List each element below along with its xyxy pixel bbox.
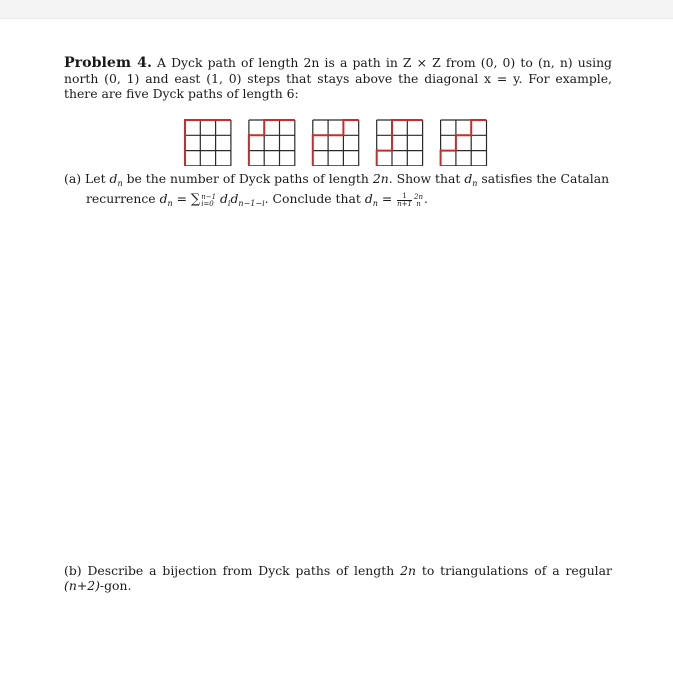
part-a-marker: (a) — [64, 171, 82, 186]
dyck-path — [441, 120, 487, 166]
binomial — [414, 194, 423, 208]
part-b-marker: (b) — [64, 563, 82, 578]
part-b — [64, 563, 612, 593]
math-sub-n: n — [372, 199, 378, 208]
dyck-path — [185, 120, 231, 166]
part-a-text: recurrence — [86, 191, 156, 206]
math-term: $d_id_{n-1-i}$ — [219, 191, 265, 208]
dyck-grid — [377, 120, 423, 166]
part-b-text: -gon. — [99, 578, 132, 593]
math-d: d — [109, 171, 118, 186]
dyck-grid — [185, 120, 231, 166]
problem-statement — [64, 55, 612, 101]
sum-limits — [201, 194, 216, 208]
intro-line-2: (0, 1) and east (1, 0) steps that stays above the diagonal x = y. For example, there are five — [64, 71, 612, 101]
math-sub-n: n — [167, 199, 173, 208]
sum-symbol: ∑ — [190, 192, 201, 207]
dyck-grid — [249, 120, 295, 166]
part-a-text: . Show that — [388, 171, 461, 186]
fraction-denominator: n+1 — [397, 200, 412, 208]
math-2n: 2n — [400, 563, 416, 578]
binomial-bottom: n — [416, 200, 421, 208]
catalan-fraction — [397, 193, 412, 208]
intro-line-1: A Dyck path of length 2n is a path in Z × Z from (0, 0) to (n, n) using north — [64, 55, 612, 86]
part-b-text: Describe a bijection from Dyck paths of length — [87, 563, 395, 578]
part-a — [64, 171, 612, 211]
viewer-top-bar — [0, 0, 673, 19]
dyck-path — [249, 120, 295, 166]
math-polygon: (n+2) — [64, 578, 100, 593]
math-2n: 2n — [372, 171, 389, 186]
part-a-text: satisfies the Catalan — [481, 171, 610, 186]
math-d: d — [159, 191, 168, 206]
part-a-text: be the number of Dyck paths of length — [126, 171, 369, 186]
intro-line-3: Dyck paths of length 6: — [152, 86, 299, 101]
math-sub-n: n — [472, 179, 478, 188]
problem-label: Problem 4. — [64, 55, 152, 71]
part-a-text: Let — [85, 171, 106, 186]
sum-upper: n−1 — [201, 193, 217, 201]
part-a-line-2: recurrence $d_n$ = ∑ n−1 i=0 $d_id_{n-1-i}$. Conclude that $d_n$ = $\frac{1}{n+1}$ 2n n . — [86, 191, 428, 208]
fraction-numerator: 1 — [397, 193, 412, 201]
sum-lower: i=0 — [201, 200, 214, 208]
dyck-grid — [313, 120, 359, 166]
math-d: d — [364, 191, 373, 206]
dyck-path-figure — [184, 119, 490, 166]
part-b-text: to triangulations of a regular — [421, 563, 612, 578]
part-a-text: . Conclude that — [264, 191, 361, 206]
math-sub-n: n — [117, 179, 123, 188]
dyck-path — [377, 120, 423, 166]
dyck-path — [313, 120, 359, 166]
dyck-grid — [441, 120, 487, 166]
binomial-top: 2n — [414, 193, 423, 201]
math-d: d — [464, 171, 473, 186]
